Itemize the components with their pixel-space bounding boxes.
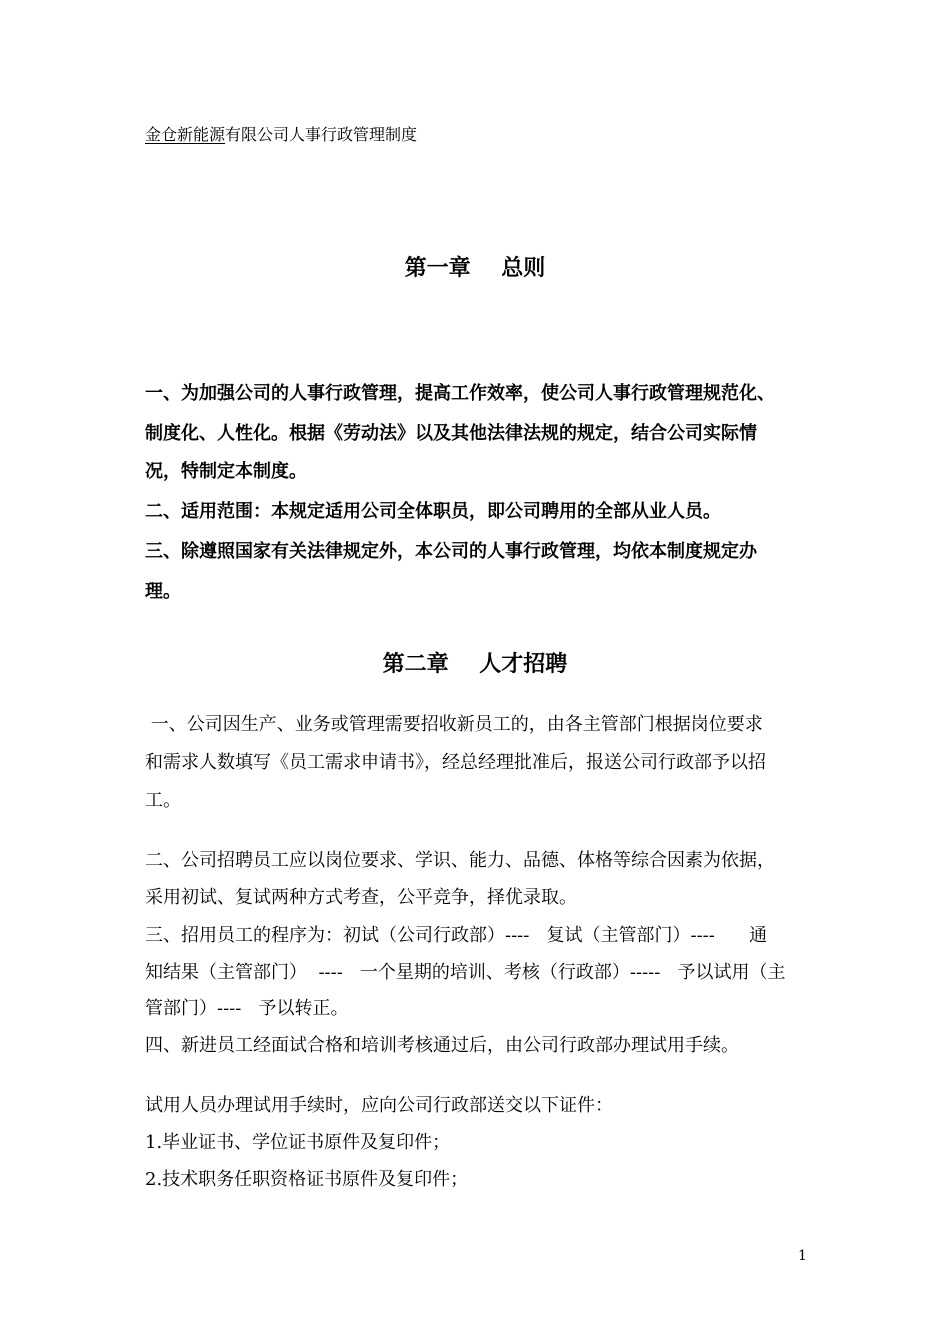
- ch2-paragraph-line: 1.毕业证书、学位证书原件及复印件；: [145, 1132, 451, 1153]
- header-title-text: 有限公司人事行政管理制度: [225, 125, 418, 144]
- ch2-paragraph-line: 和需求人数填写《员工需求申请书》，经总经理批准后，报送公司行政部予以招: [145, 752, 766, 773]
- ch2-paragraph-line: 知结果（主管部门） ---- 一个星期的培训、考核（行政部）----- 予以试用（主: [145, 962, 786, 983]
- document-header: [145, 124, 417, 146]
- ch2-paragraph-line: 管部门）---- 予以转正。: [145, 998, 349, 1019]
- ch1-paragraph-line: 理。: [145, 581, 181, 602]
- ch2-paragraph-line: 二、公司招聘员工应以岗位要求、学识、能力、品德、体格等综合因素为依据，: [145, 850, 775, 871]
- ch2-paragraph-line: 三、招用员工的程序为：初试（公司行政部）---- 复试（主管部门）---- 通: [145, 925, 768, 946]
- ch2-paragraph-line: 工。: [145, 790, 181, 811]
- ch1-paragraph-line: 制度化、人性化。根据《劳动法》以及其他法律法规的规定，结合公司实际情: [145, 423, 757, 444]
- chapter-1-title: 第一章 总则: [404, 256, 546, 281]
- ch2-paragraph-line: 2.技术职务任职资格证书原件及复印件；: [145, 1169, 469, 1190]
- ch2-paragraph-line: 一、公司因生产、业务或管理需要招收新员工的，由各主管部门根据岗位要求: [145, 714, 763, 735]
- company-name-link[interactable]: 金仓新能源: [145, 125, 226, 144]
- ch1-paragraph-line: 一、为加强公司的人事行政管理，提高工作效率，使公司人事行政管理规范化、: [145, 383, 775, 404]
- ch2-paragraph-line: 试用人员办理试用手续时，应向公司行政部送交以下证件：: [145, 1095, 613, 1116]
- chapter-2-title: 第二章 人才招聘: [382, 652, 568, 677]
- ch2-paragraph-line: 四、新进员工经面试合格和培训考核通过后，由公司行政部办理试用手续。: [145, 1035, 739, 1056]
- ch1-paragraph-line: 况，特制定本制度。: [145, 461, 307, 482]
- ch2-paragraph-line: 采用初试、复试两种方式考查，公平竞争，择优录取。: [145, 887, 577, 908]
- ch1-paragraph-line: 三、除遵照国家有关法律规定外，本公司的人事行政管理，均依本制度规定办: [145, 541, 757, 562]
- ch1-paragraph-line: 二、适用范围：本规定适用公司全体职员，即公司聘用的全部从业人员。: [145, 501, 721, 522]
- page-number: 1: [798, 1248, 807, 1264]
